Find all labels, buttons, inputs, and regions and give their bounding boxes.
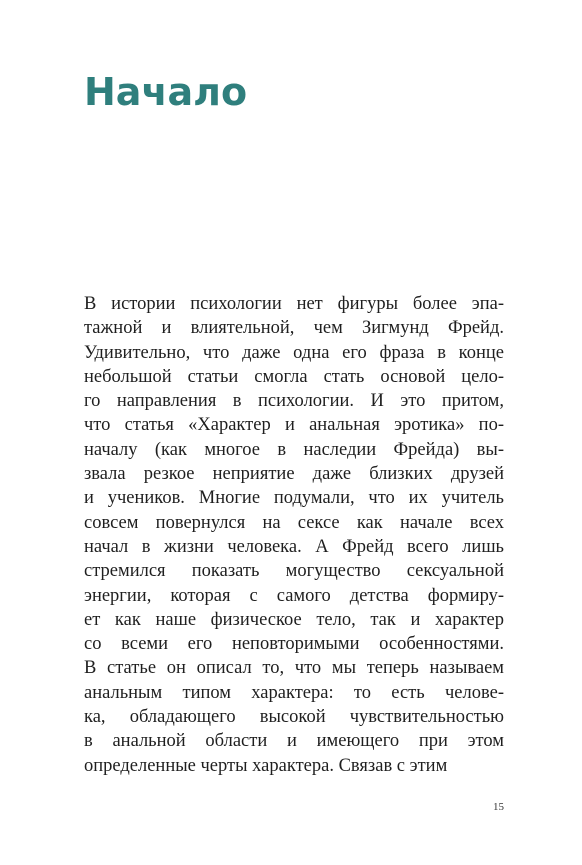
text-line: начал в жизни человека. А Фрейд всего лишь: [84, 536, 504, 557]
text-line: что статья «Характер и анальная эротика» по-: [84, 415, 504, 436]
text-line: звала резкое неприятие даже близких друзей: [84, 464, 504, 485]
text-line: и учеников. Многие подумали, что их учитель: [84, 488, 504, 509]
text-line: определенные черты характера. Связав с этим: [84, 755, 448, 776]
text-line: ка, обладающего высокой чувствительностью: [84, 707, 504, 728]
chapter-title: Начало: [84, 70, 248, 114]
text-line: ет как наше физическое тело, так и характер: [84, 609, 504, 630]
text-line: В истории психологии нет фигуры более эпа-: [84, 294, 504, 314]
text-line: со всеми его неповторимыми особенностями.: [84, 634, 504, 655]
text-line: анальным типом характера: то есть челове-: [84, 682, 504, 703]
text-line: в анальной области и имеющего при этом: [84, 731, 504, 752]
text-line: стремился показать могущество сексуальной: [84, 561, 504, 582]
text-line: го направления в психологии. И это притом,: [84, 391, 504, 412]
page-number: 15: [493, 801, 504, 813]
text-line: В статье он описал то, что мы теперь называем: [84, 658, 504, 679]
text-line: совсем повернулся на сексе как начале всех: [84, 512, 504, 533]
text-line: Удивительно, что даже одна его фраза в конце: [84, 342, 504, 363]
text-line: тажной и влиятельной, чем Зигмунд Фрейд.: [84, 318, 504, 339]
body-text: [84, 292, 504, 778]
text-line: началу (как многое в наследии Фрейда) вы-: [84, 439, 504, 460]
text-line: небольшой статьи смогла стать основой цело-: [84, 366, 504, 387]
text-line: энергии, которая с самого детства формиру-: [84, 585, 504, 606]
